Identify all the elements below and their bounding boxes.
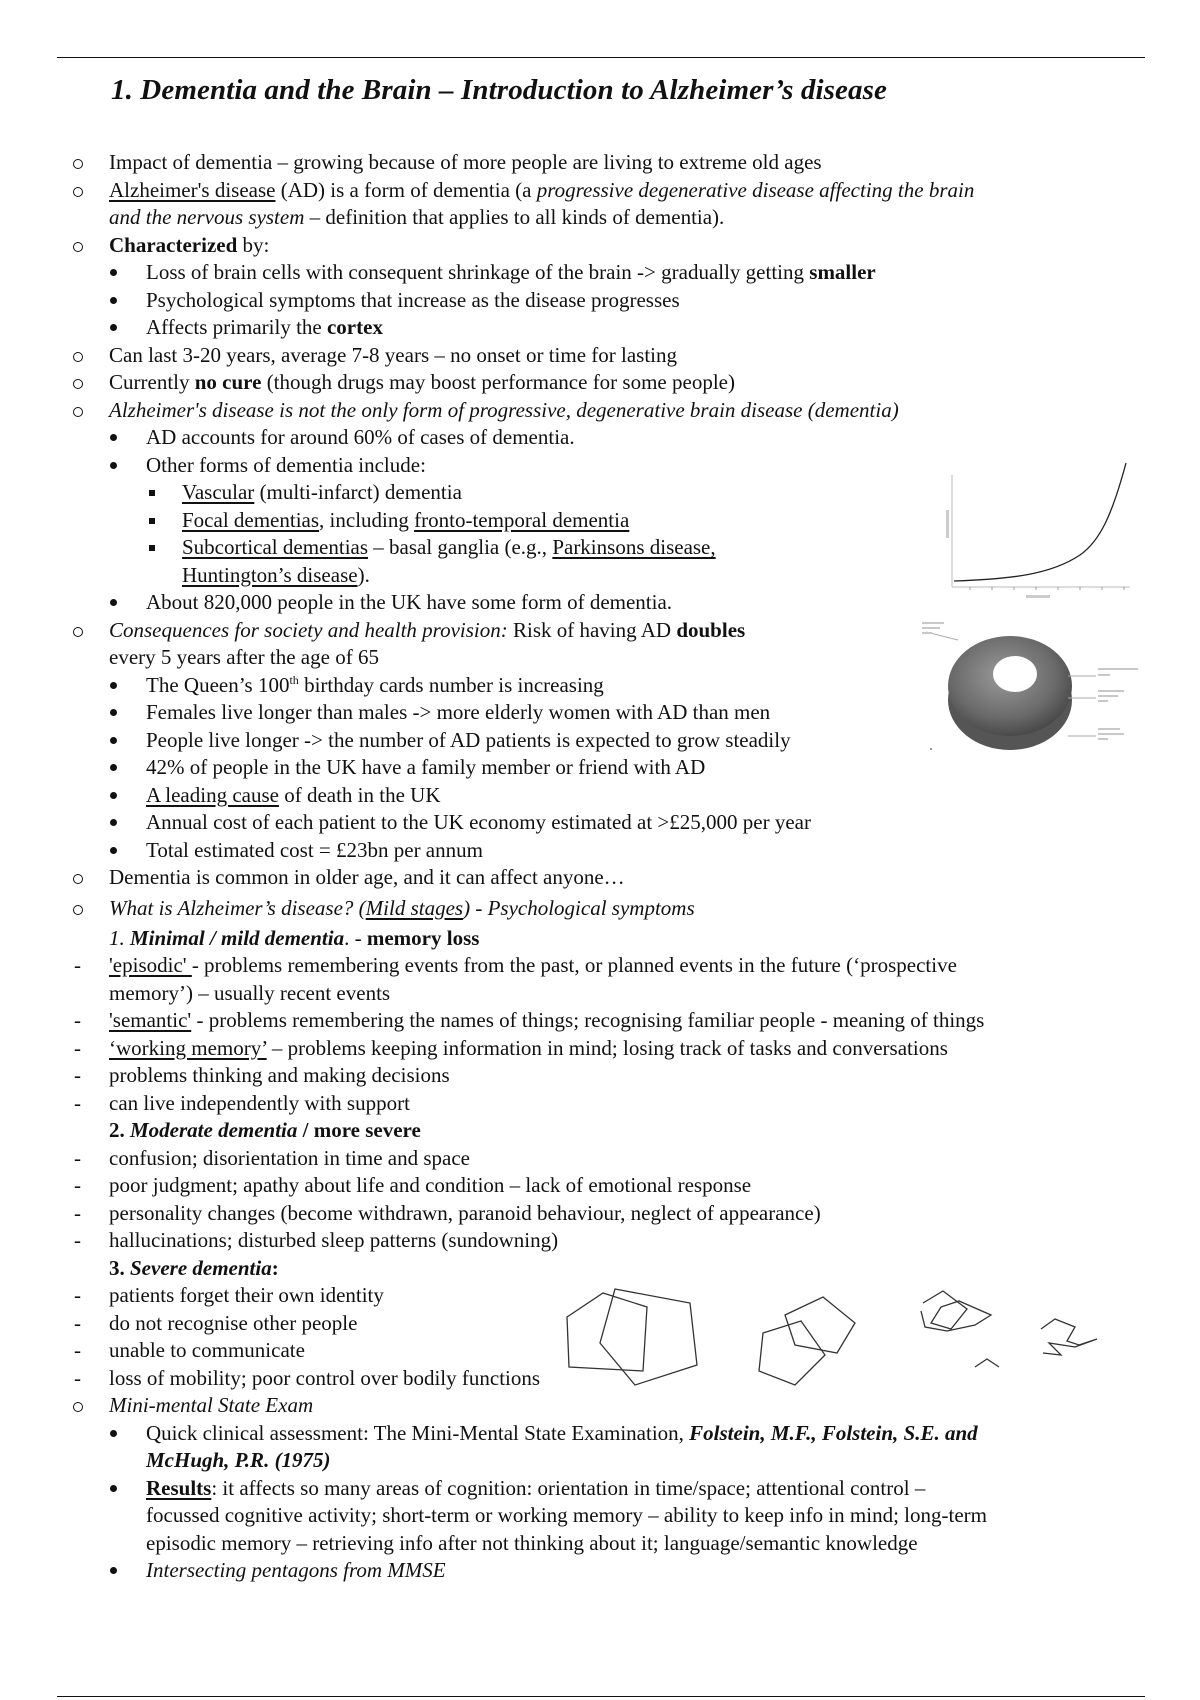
- bottom-rule: [57, 1696, 1145, 1697]
- list-item: - patients forget their own identity: [74, 1283, 384, 1307]
- list-item-continuation: memory’) – usually recent events: [109, 980, 391, 1005]
- list-item: Alzheimer's disease (AD) is a form of dementia (a progressive degenerative disease affecting the brain: [0, 177, 1200, 205]
- list-item: A leading cause of death in the UK: [0, 782, 1200, 810]
- list-item: Females live longer than males -> more elderly women with AD than men: [0, 699, 1200, 727]
- open-circle-bullet-icon: [73, 905, 83, 915]
- list-item: - personality changes (become withdrawn, paranoid behaviour, neglect of appearance): [74, 1200, 821, 1225]
- filled-disc-bullet-icon: [110, 462, 117, 469]
- list-item: - 'semantic' - problems remembering the names of things; recognising familiar people - meaning of things: [74, 1008, 985, 1032]
- list-item: Quick clinical assessment: The Mini-Mental State Examination, Folstein, M.F., Folstein, S.E. and: [0, 1420, 1200, 1448]
- filled-disc-bullet-icon: [110, 297, 117, 304]
- open-circle-bullet-icon: [73, 627, 83, 637]
- list-item: Total estimated cost = £23bn per annum: [0, 837, 1200, 865]
- list-item: Psychological symptoms that increase as the disease progresses: [0, 287, 1200, 315]
- list-item: - loss of mobility; poor control over bodily functions: [74, 1365, 541, 1390]
- list-item-continuation: Huntington’s disease).: [182, 562, 370, 587]
- list-item: - do not recognise other people: [74, 1310, 358, 1335]
- list-item: Mini-mental State Exam: [0, 1392, 1200, 1420]
- ring-chart-figure: [918, 618, 1158, 758]
- list-item-continuation: McHugh, P.R. (1975): [146, 1448, 331, 1472]
- page-title: 1. Dementia and the Brain – Introduction to Alzheimer’s disease: [111, 74, 887, 106]
- list-item: Intersecting pentagons from MMSE: [0, 1557, 1200, 1585]
- open-circle-bullet-icon: [73, 187, 83, 197]
- list-item-continuation: focussed cognitive activity; short-term or working memory – ability to keep info in mind; long-term: [146, 1503, 987, 1527]
- list-item: Consequences for society and health provision: Risk of having AD doubles: [0, 617, 1200, 645]
- filled-disc-bullet-icon: [110, 1567, 117, 1574]
- list-item: - can live independently with support: [74, 1090, 410, 1115]
- filled-disc-bullet-icon: [110, 682, 117, 689]
- list-item: - 'episodic' - problems remembering events from the past, or planned events in the future (‘prospective: [74, 953, 957, 977]
- list-item: Can last 3-20 years, average 7-8 years – no onset or time for lasting: [0, 342, 1200, 370]
- list-item: Dementia is common in older age, and it can affect anyone…: [0, 864, 1200, 892]
- filled-disc-bullet-icon: [110, 1430, 117, 1437]
- prevalence-curve: [954, 463, 1126, 581]
- list-item: Annual cost of each patient to the UK economy estimated at >£25,000 per year: [0, 809, 1200, 837]
- stage-heading: 1. Minimal / mild dementia. - memory loss: [109, 925, 480, 950]
- figure-dot: [930, 748, 932, 750]
- copy-pentagons-moderate: [921, 1291, 1097, 1367]
- filled-disc-bullet-icon: [110, 599, 117, 606]
- filled-disc-bullet-icon: [110, 1485, 117, 1492]
- list-item: - confusion; disorientation in time and space: [74, 1145, 470, 1170]
- square-bullet-icon: [149, 518, 155, 524]
- open-circle-bullet-icon: [73, 1402, 83, 1412]
- open-circle-bullet-icon: [73, 352, 83, 362]
- ring-hole: [993, 656, 1037, 692]
- list-item: Currently no cure (though drugs may boost performance for some people): [0, 369, 1200, 397]
- filled-disc-bullet-icon: [110, 847, 117, 854]
- list-item: AD accounts for around 60% of cases of dementia.: [0, 424, 1200, 452]
- list-item: Characterized by:: [0, 232, 1200, 260]
- square-bullet-icon: [149, 545, 155, 551]
- filled-disc-bullet-icon: [110, 709, 117, 716]
- filled-disc-bullet-icon: [110, 819, 117, 826]
- list-item: Affects primarily the cortex: [0, 314, 1200, 342]
- open-circle-bullet-icon: [73, 159, 83, 169]
- list-item: - poor judgment; apathy about life and condition – lack of emotional response: [74, 1173, 752, 1197]
- stage-heading: 3. Severe dementia:: [109, 1255, 279, 1280]
- list-item: - hallucinations; disturbed sleep patterns (sundowning): [74, 1228, 559, 1252]
- list-item: - unable to communicate: [74, 1338, 305, 1362]
- original-pentagons: [567, 1289, 697, 1385]
- list-item: Loss of brain cells with consequent shrinkage of the brain -> gradually getting smaller: [0, 259, 1200, 287]
- list-item: Impact of dementia – growing because of more people are living to extreme old ages: [0, 149, 1200, 177]
- list-item-continuation: and the nervous system – definition that applies to all kinds of dementia).: [109, 205, 725, 229]
- list-item: The Queen’s 100th birthday cards number is increasing: [0, 672, 1200, 700]
- open-circle-bullet-icon: [73, 874, 83, 884]
- open-circle-bullet-icon: [73, 242, 83, 252]
- list-item: People live longer -> the number of AD patients is expected to grow steadily: [0, 727, 1200, 755]
- square-bullet-icon: [149, 490, 155, 496]
- list-item-continuation: every 5 years after the age of 65: [109, 645, 379, 669]
- copy-pentagons-mild: [759, 1297, 855, 1385]
- open-circle-bullet-icon: [73, 407, 83, 417]
- list-item: Results: it affects so many areas of cognition: orientation in time/space; attentional control –: [0, 1475, 1200, 1503]
- prevalence-curve-figure: [940, 455, 1140, 605]
- illegible-axis-label: [946, 510, 949, 538]
- filled-disc-bullet-icon: [110, 737, 117, 744]
- open-circle-bullet-icon: [73, 379, 83, 389]
- list-item: Subcortical dementias – basal ganglia (e.g., Parkinsons disease,: [0, 534, 1200, 562]
- list-item: About 820,000 people in the UK have some form of dementia.: [0, 589, 1200, 617]
- list-item: - ‘working memory’ – problems keeping information in mind; losing track of tasks and conversations: [74, 1035, 948, 1060]
- filled-disc-bullet-icon: [110, 269, 117, 276]
- top-rule: [57, 57, 1145, 58]
- list-item-continuation: episodic memory – retrieving info after not thinking about it; language/semantic knowledge: [146, 1530, 918, 1555]
- illegible-axis-label: [1026, 595, 1050, 598]
- list-item: Alzheimer's disease is not the only form of progressive, degenerative brain disease (dementia): [0, 397, 1200, 425]
- list-item: 42% of people in the UK have a family member or friend with AD: [0, 754, 1200, 782]
- list-item: Other forms of dementia include:: [0, 452, 1200, 480]
- filled-disc-bullet-icon: [110, 434, 117, 441]
- list-item: - problems thinking and making decisions: [74, 1063, 450, 1087]
- filled-disc-bullet-icon: [110, 792, 117, 799]
- list-item: Vascular (multi-infarct) dementia: [0, 479, 1200, 507]
- list-item: Focal dementias, including fronto-temporal dementia: [0, 507, 1200, 535]
- list-item: What is Alzheimer’s disease? (Mild stages) - Psychological symptoms: [0, 892, 1200, 925]
- intersecting-pentagons-drawing: [555, 1285, 1110, 1400]
- stage-heading: 2. Moderate dementia / more severe: [109, 1118, 421, 1142]
- filled-disc-bullet-icon: [110, 324, 117, 331]
- filled-disc-bullet-icon: [110, 764, 117, 771]
